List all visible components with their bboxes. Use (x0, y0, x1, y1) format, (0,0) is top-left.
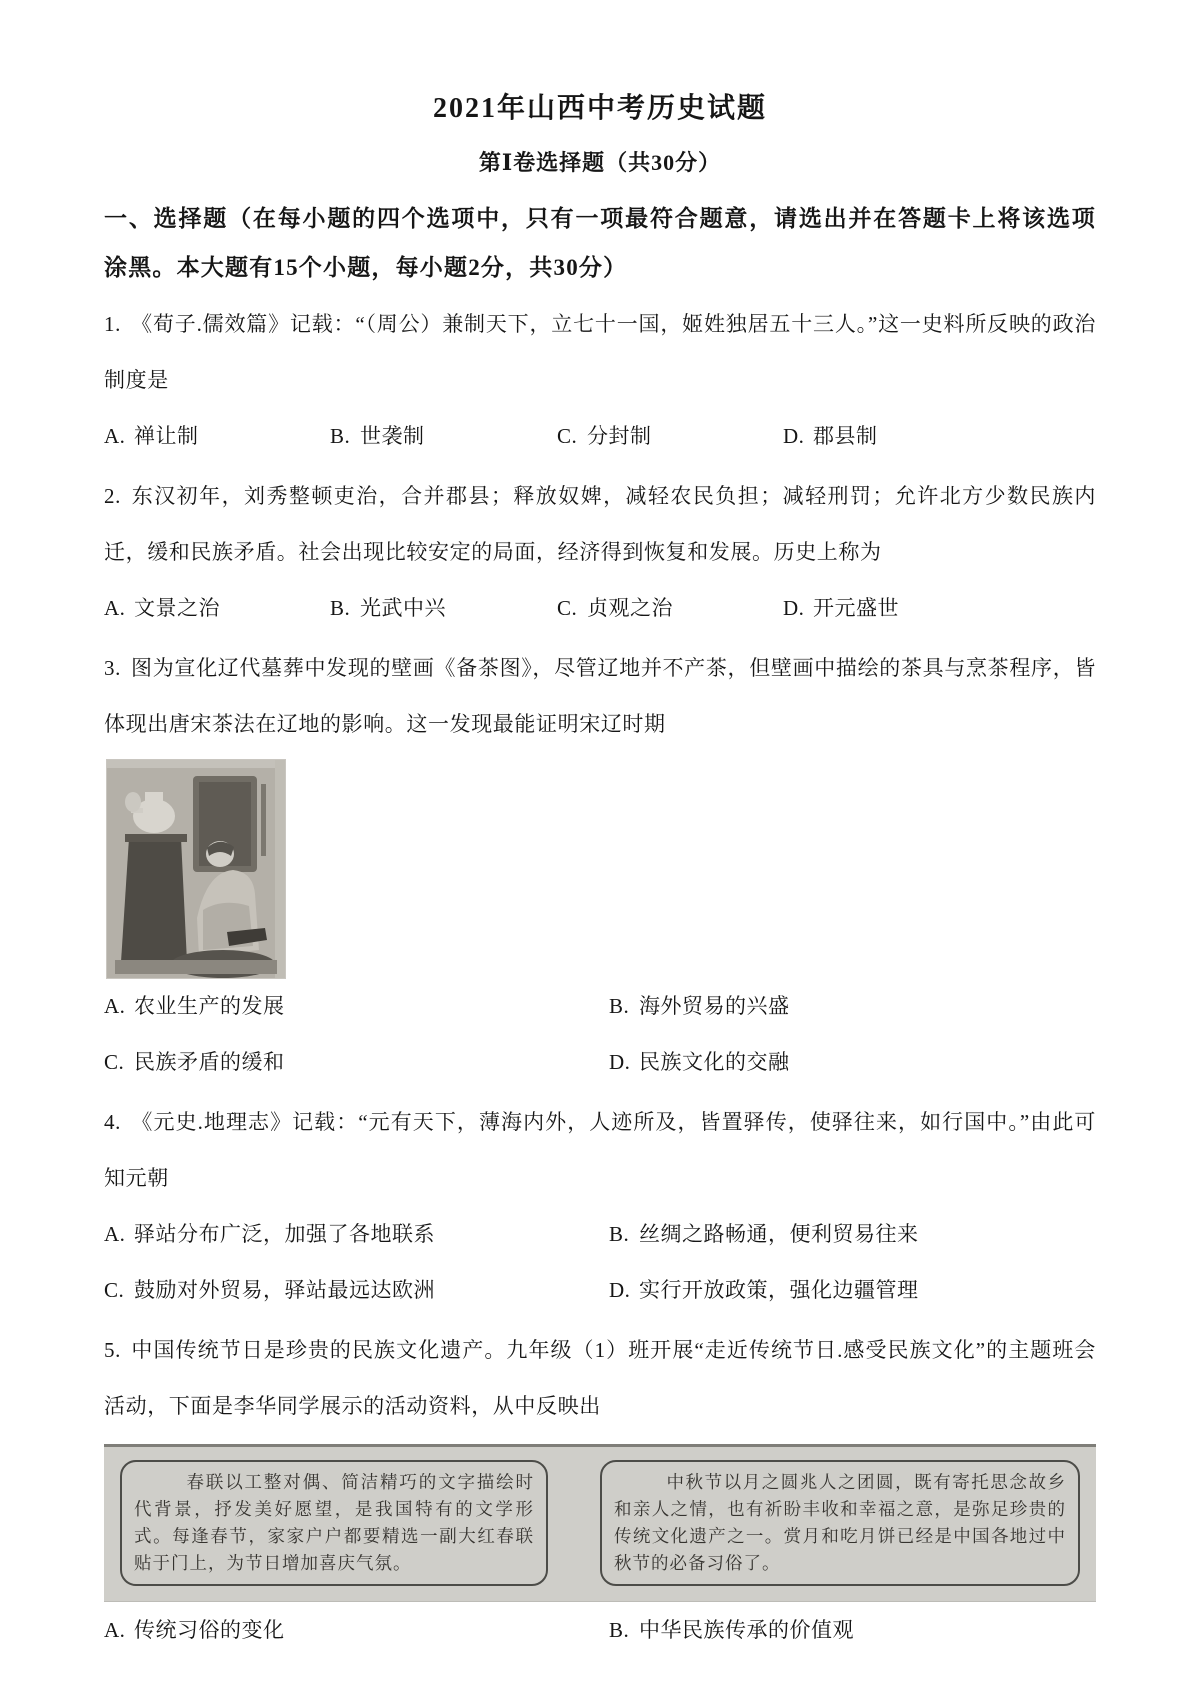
question-number: 4. (104, 1110, 121, 1134)
option-text: 农业生产的发展 (134, 994, 285, 1018)
option-text: 世袭制 (360, 424, 425, 448)
option-d (609, 1262, 1096, 1318)
spring-couplet-card: 春联以工整对偶、简洁精巧的文字描绘时代背景，抒发美好愿望，是我国特有的文学形式。每逢春节，家家户户都要精选一副大红春联贴于门上，为节日增加喜庆气氛。 (120, 1460, 548, 1586)
question-5-options (104, 1602, 1096, 1658)
question-number: 1. (104, 312, 121, 336)
option-label: C. (104, 1050, 125, 1074)
question-3-text (104, 640, 1096, 752)
option-text: 实行开放政策，强化边疆管理 (639, 1278, 919, 1302)
option-label: C. (557, 596, 578, 620)
option-text: 民族矛盾的缓和 (134, 1050, 285, 1074)
question-3 (104, 640, 1096, 1090)
option-text: 光武中兴 (360, 596, 446, 620)
question-2-options (104, 580, 1096, 636)
option-a (104, 580, 330, 636)
question-number: 5. (104, 1338, 121, 1362)
question-4-options (104, 1206, 1096, 1318)
option-a (104, 1602, 609, 1658)
question-5 (104, 1322, 1096, 1658)
question-stem: 东汉初年，刘秀整顿吏治，合并郡县；释放奴婢，减轻农民负担；减轻刑罚；允许北方少数民族内迁，缓和民族矛盾。社会出现比较安定的局面，经济得到恢复和发展。历史上称为 (104, 484, 1096, 564)
option-label: A. (104, 596, 126, 620)
option-d (783, 580, 1096, 636)
section-heading: 一、选择题（在每小题的四个选项中，只有一项最符合题意，请选出并在答题卡上将该选项涂黑。本大题有15个小题，每小题2分，共30分） (104, 206, 1096, 280)
option-a (104, 1206, 609, 1262)
option-text: 民族文化的交融 (639, 1050, 790, 1074)
option-label: D. (609, 1278, 631, 1302)
option-label: B. (609, 994, 630, 1018)
option-label: D. (783, 596, 805, 620)
option-label: B. (609, 1222, 630, 1246)
option-label: A. (104, 994, 126, 1018)
option-text: 传统习俗的变化 (134, 1618, 285, 1642)
option-label: B. (609, 1618, 630, 1642)
option-d (609, 1034, 1096, 1090)
option-b (609, 1206, 1096, 1262)
mid-autumn-card: 中秋节以月之圆兆人之团圆，既有寄托思念故乡和亲人之情，也有祈盼丰收和幸福之意，是弥足珍贵的传统文化遗产之一。赏月和吃月饼已经是中国各地过中秋节的必备习俗了。 (600, 1460, 1080, 1586)
option-text: 开元盛世 (813, 596, 899, 620)
option-a (104, 408, 330, 464)
question-1 (104, 296, 1096, 464)
question-5-text (104, 1322, 1096, 1434)
option-label: D. (609, 1050, 631, 1074)
question-number: 3. (104, 656, 121, 680)
question-4-text (104, 1094, 1096, 1206)
option-label: A. (104, 424, 126, 448)
option-c (557, 408, 783, 464)
question-1-options (104, 408, 1096, 464)
option-text: 驿站分布广泛，加强了各地联系 (134, 1222, 435, 1246)
question-2-text (104, 468, 1096, 580)
option-d (783, 408, 1096, 464)
question-stem: 图为宣化辽代墓葬中发现的壁画《备茶图》，尽管辽地并不产茶，但壁画中描绘的茶具与烹茶程序，皆体现出唐宋茶法在辽地的影响。这一发现最能证明宋辽时期 (104, 656, 1096, 736)
option-text: 丝绸之路畅通，便利贸易往来 (639, 1222, 919, 1246)
option-text: 鼓励对外贸易，驿站最远达欧洲 (134, 1278, 435, 1302)
option-c (104, 1034, 609, 1090)
option-label: A. (104, 1618, 126, 1642)
option-text: 海外贸易的兴盛 (639, 994, 790, 1018)
option-text: 文景之治 (134, 596, 220, 620)
question-3-options (104, 978, 1096, 1090)
option-a (104, 978, 609, 1034)
option-label: D. (783, 424, 805, 448)
section-subtitle: 第Ⅰ卷选择题（共30分） (478, 150, 722, 175)
option-label: B. (330, 424, 351, 448)
option-text: 中华民族传承的价值观 (639, 1618, 854, 1642)
question-4 (104, 1094, 1096, 1318)
option-b (330, 408, 557, 464)
option-b (609, 1602, 1096, 1658)
option-label: C. (104, 1278, 125, 1302)
question-stem: 中国传统节日是珍贵的民族文化遗产。九年级（1）班开展“走近传统节日.感受民族文化”的主题班会活动，下面是李华同学展示的活动资料，从中反映出 (104, 1338, 1096, 1418)
option-text: 分封制 (587, 424, 652, 448)
option-text: 禅让制 (134, 424, 199, 448)
becha-tu-mural-image (107, 760, 285, 978)
question-number: 2. (104, 484, 121, 508)
option-c (557, 580, 783, 636)
question-stem: 《荀子.儒效篇》记载：“（周公）兼制天下，立七十一国，姬姓独居五十三人。”这一史料所反映的政治制度是 (104, 312, 1096, 392)
question-stem: 《元史.地理志》记载：“元有天下，薄海内外，人迹所及，皆置驿传，使驿往来，如行国中。”由此可知元朝 (104, 1110, 1096, 1190)
option-label: B. (330, 596, 351, 620)
mural-image-wrap (107, 760, 1096, 978)
option-label: A. (104, 1222, 126, 1246)
option-b (330, 580, 557, 636)
option-c (104, 1262, 609, 1318)
question-2 (104, 468, 1096, 636)
option-text: 郡县制 (813, 424, 878, 448)
option-label: C. (557, 424, 578, 448)
option-text: 贞观之治 (587, 596, 673, 620)
activity-material-strip (104, 1444, 1096, 1602)
option-b (609, 978, 1096, 1034)
page-title: 2021年山西中考历史试题 (432, 93, 767, 124)
question-1-text (104, 296, 1096, 408)
